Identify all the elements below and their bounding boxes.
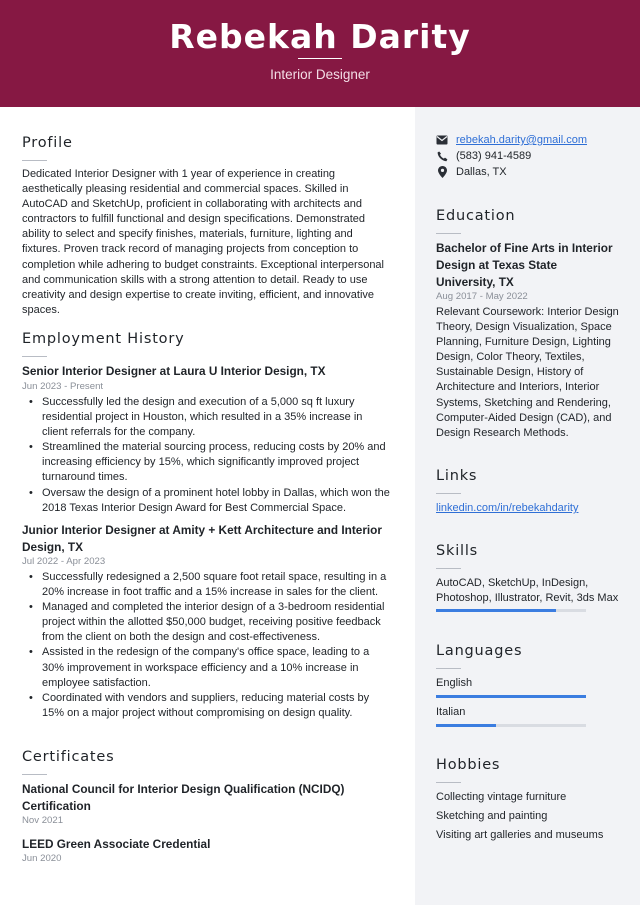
envelope-icon [436,134,448,146]
certificates-rule [22,774,47,775]
skills-level-bar [436,609,586,612]
phone-number: (583) 941-4589 [456,150,532,162]
contact-email [436,134,587,146]
employment-rule [22,356,47,357]
certificates-heading: Certificates [22,749,115,765]
language-level-bar [436,724,586,727]
email-link[interactable]: rebekah.darity@gmail.com [456,134,587,146]
job-title: Junior Interior Designer at Amity + Kett Architecture and Interior Design, TX [22,523,382,554]
profile-text: Dedicated Interior Designer with 1 year of experience in creating aesthetically pleasing residential and commercial spaces. Skilled in AutoCAD and SketchUp, proficient in collaborating with architects and contractors to fulfill functional and design specifications. Demonstrated ability to select and specify finishes, materials, furniture, lighting and fixtures. Proven track record of managing projects from conception to completion while adhering to budget constraints. Exceptional interpersonal and communication skills with a strong attention to detail. Ready to use creativity and design expertise to create inviting, efficient, and innovative spaces. [22,168,384,316]
resume-header [0,0,640,107]
job-bullets [22,570,390,721]
candidate-title: Interior Designer [270,67,370,82]
language-name: Italian [436,706,466,718]
languages-heading: Languages [436,643,523,659]
skills-text: AutoCAD, SketchUp, InDesign, Photoshop, Illustrator, Revit, 3ds Max [436,577,619,605]
list-item: • Managed and completed the interior design of a 3-bedroom residential project within the allotted $50,000 budget, receiving positive feedback from the client on both the design and cost-effectiveness. [22,600,390,645]
job-title: Senior Interior Designer at Laura U Interior Design, TX [22,364,326,378]
list-item: • Successfully led the design and execution of a 5,000 sq ft luxury residential project in Houston, which resulted in a 35% increase in client referrals for the company. [22,395,390,440]
links-rule [436,493,461,494]
education-details: Relevant Coursework: Interior Design Theory, Design Visualization, Space Planning, Furniture Design, Lighting Design, Color Theory, Textiles, Sustainable Design, History of Architecture and Interiors, Interior Systems, Sketching and Rendering, Computer-Aided Design (CAD), and Design Research Methods. [436,306,619,439]
contact-location [436,166,507,178]
languages-rule [436,668,461,669]
employment-heading: Employment History [22,331,185,347]
linkedin-link[interactable]: linkedin.com/in/rebekahdarity [436,502,579,514]
skills-level-fill [436,609,556,612]
certificate-date: Jun 2020 [22,853,62,864]
links-heading: Links [436,468,478,484]
job-dates: Jul 2022 - Apr 2023 [22,556,106,567]
skills-heading: Skills [436,543,479,559]
contact-phone [436,150,531,162]
skills-rule [436,568,461,569]
certificate-date: Nov 2021 [22,815,64,826]
list-item: • Assisted in the redesign of the company's office space, leading to a 30% improvement in workspace efficiency and a 10% increase in employee satisfaction. [22,645,390,690]
job-bullets [22,395,390,516]
list-item: • Streamlined the material sourcing process, reducing costs by 20% and increasing efficiency by 15%, which significantly improved project turnaround times. [22,440,390,485]
candidate-name: Rebekah Darity [169,17,471,56]
language-level-fill [436,695,586,698]
hobby-item: Visiting art galleries and museums [436,829,604,841]
hobbies-rule [436,782,461,783]
list-item: • Coordinated with vendors and suppliers, reducing material costs by 15% on a major project without compromising on design quality. [22,691,390,721]
phone-icon [436,150,448,162]
language-name: English [436,677,473,689]
map-pin-icon [436,166,448,178]
education-degree: Bachelor of Fine Arts in Interior Design at Texas State University, TX [436,241,613,289]
certificate-name: LEED Green Associate Credential [22,837,211,851]
hobbies-heading: Hobbies [436,757,501,773]
header-divider [298,58,342,59]
location-text: Dallas, TX [456,166,507,178]
list-item: • Successfully redesigned a 2,500 square foot retail space, resulting in a 20% increase in foot traffic and a 15% increase in sales for the client. [22,570,390,600]
language-level-bar [436,695,586,698]
list-item: • Oversaw the design of a prominent hotel lobby in Dallas, which won the 2018 Texas Interior Design Award for Best Commercial Space. [22,486,390,516]
job-dates: Jun 2023 - Present [22,381,104,392]
hobby-item: Collecting vintage furniture [436,791,567,803]
education-rule [436,233,461,234]
education-dates: Aug 2017 - May 2022 [436,291,528,302]
certificate-name: National Council for Interior Design Qualification (NCIDQ) Certification [22,782,345,813]
hobby-item: Sketching and painting [436,810,548,822]
language-level-fill [436,724,496,727]
profile-heading: Profile [22,135,73,151]
education-heading: Education [436,208,516,224]
profile-rule [22,160,47,161]
